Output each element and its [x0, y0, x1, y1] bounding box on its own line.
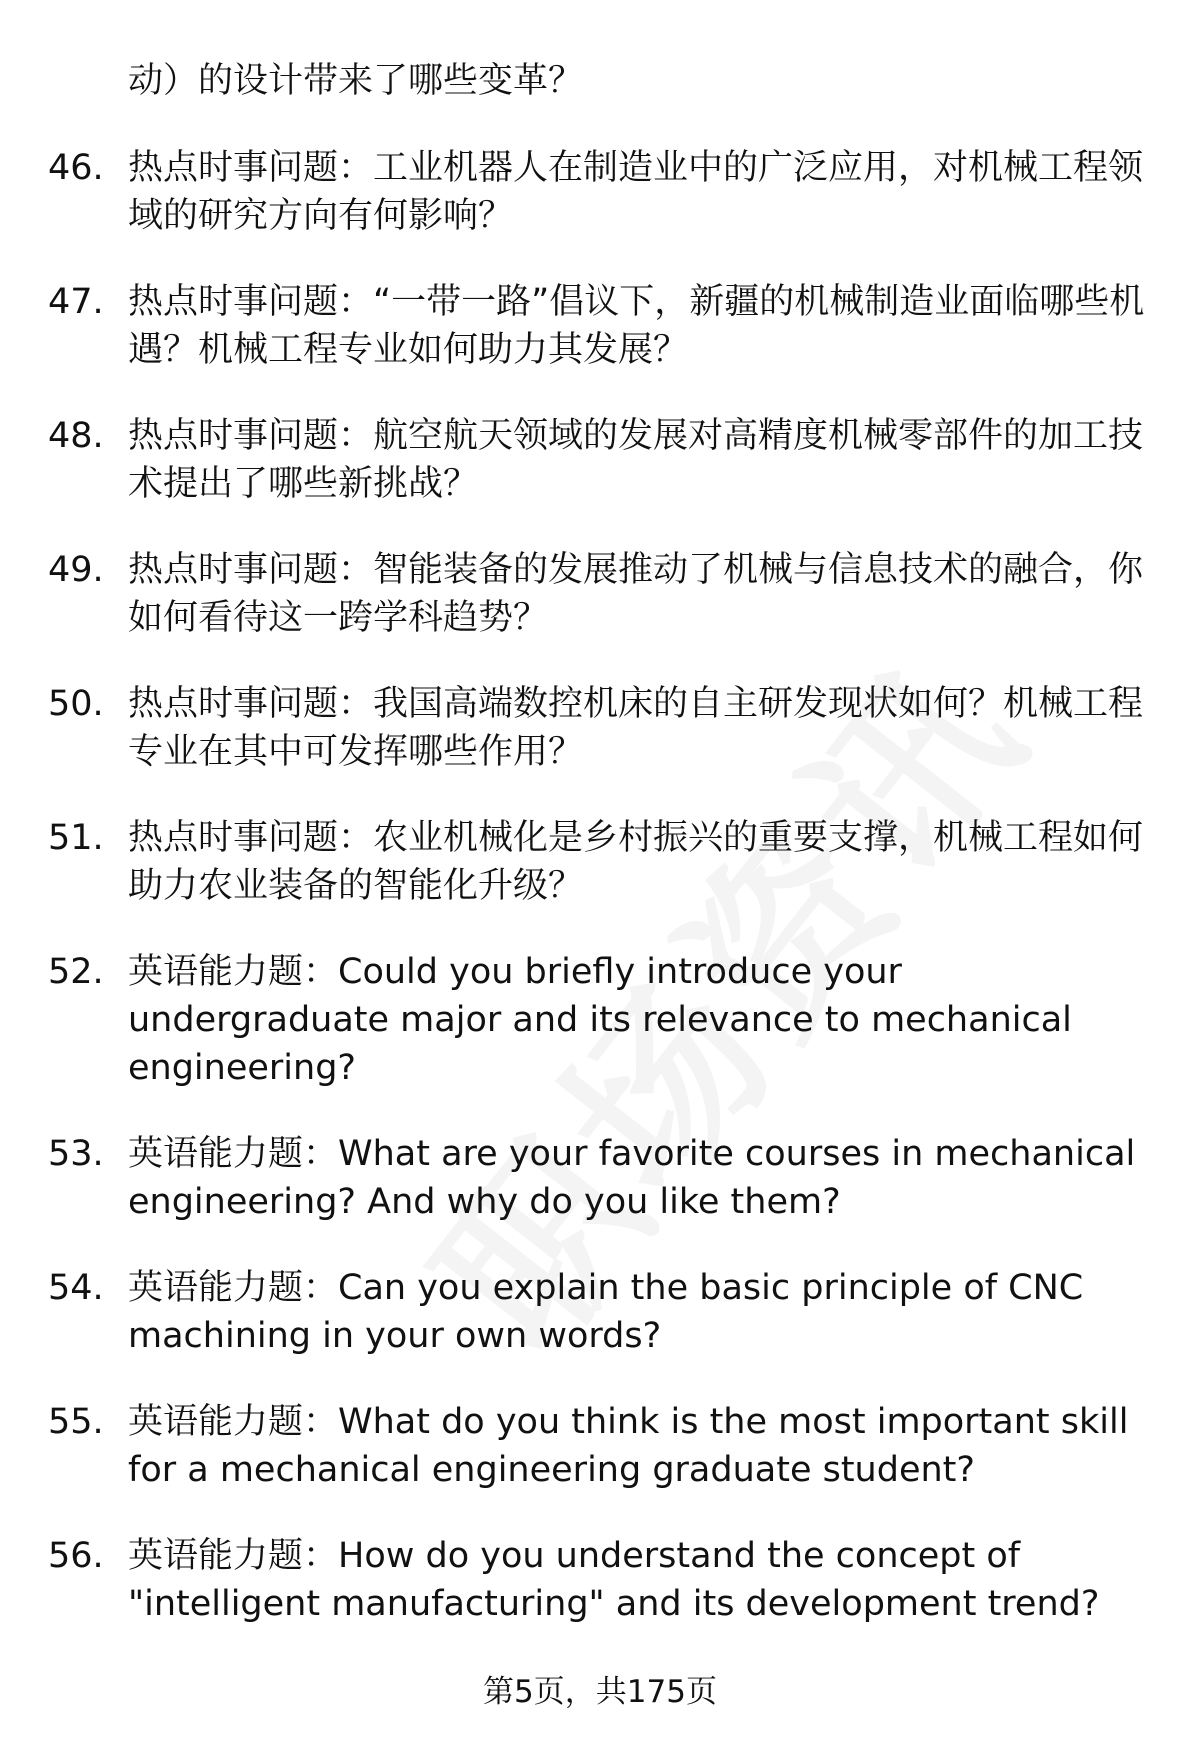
question-text: 英语能力题：Could you briefly introduce your undergraduate major and its relevance to mechanical engineering? [128, 952, 1072, 1088]
question-text: 英语能力题：How do you understand the concept of "intelligent manufacturing" and its development trend? [128, 1536, 1100, 1624]
question-text: 英语能力题：Can you explain the basic principle of CNC machining in your own words? [128, 1268, 1084, 1356]
question-number: 50. [48, 684, 104, 724]
question-item [48, 680, 1158, 776]
question-item [48, 948, 1158, 1092]
question-text: 热点时事问题：航空航天领域的发展对高精度机械零部件的加工技术提出了哪些新挑战？ [128, 416, 1144, 504]
page-number-footer: 第5页，共175页 [483, 1674, 717, 1710]
question-number: 52. [48, 952, 104, 992]
question-text: 热点时事问题：农业机械化是乡村振兴的重要支撑，机械工程如何助力农业装备的智能化升级？ [128, 818, 1144, 906]
question-number: 53. [48, 1134, 104, 1174]
question-number: 56. [48, 1536, 104, 1576]
question-text: 英语能力题：What are your favorite courses in mechanical engineering? And why do you like them? [128, 1134, 1136, 1222]
question-number: 46. [48, 148, 104, 188]
question-item [48, 1130, 1158, 1226]
question-item [48, 814, 1158, 910]
question-text: 热点时事问题：工业机器人在制造业中的广泛应用，对机械工程领域的研究方向有何影响？ [128, 148, 1144, 236]
question-number: 48. [48, 416, 104, 456]
question-item [48, 1398, 1158, 1494]
question-text: 英语能力题：What do you think is the most important skill for a mechanical engineering graduate student? [128, 1402, 1129, 1490]
question-text: 热点时事问题：我国高端数控机床的自主研发现状如何？机械工程专业在其中可发挥哪些作用？ [128, 684, 1144, 772]
question-item [48, 1532, 1158, 1628]
question-number: 55. [48, 1402, 104, 1442]
question-number: 54. [48, 1268, 104, 1308]
question-number: 47. [48, 282, 104, 322]
question-item [48, 144, 1158, 240]
question-text: 热点时事问题：智能装备的发展推动了机械与信息技术的融合，你如何看待这一跨学科趋势？ [128, 550, 1144, 638]
question-number: 49. [48, 550, 104, 590]
continued-question-text: 动）的设计带来了哪些变革？ [128, 61, 584, 101]
question-item [48, 546, 1158, 642]
question-text: 热点时事问题：“一带一路”倡议下，新疆的机械制造业面临哪些机遇？机械工程专业如何助力其发展？ [128, 282, 1145, 370]
question-item [48, 278, 1158, 374]
question-item [48, 412, 1158, 508]
question-number: 51. [48, 818, 104, 858]
question-list [48, 144, 1158, 1666]
question-item [48, 1264, 1158, 1360]
